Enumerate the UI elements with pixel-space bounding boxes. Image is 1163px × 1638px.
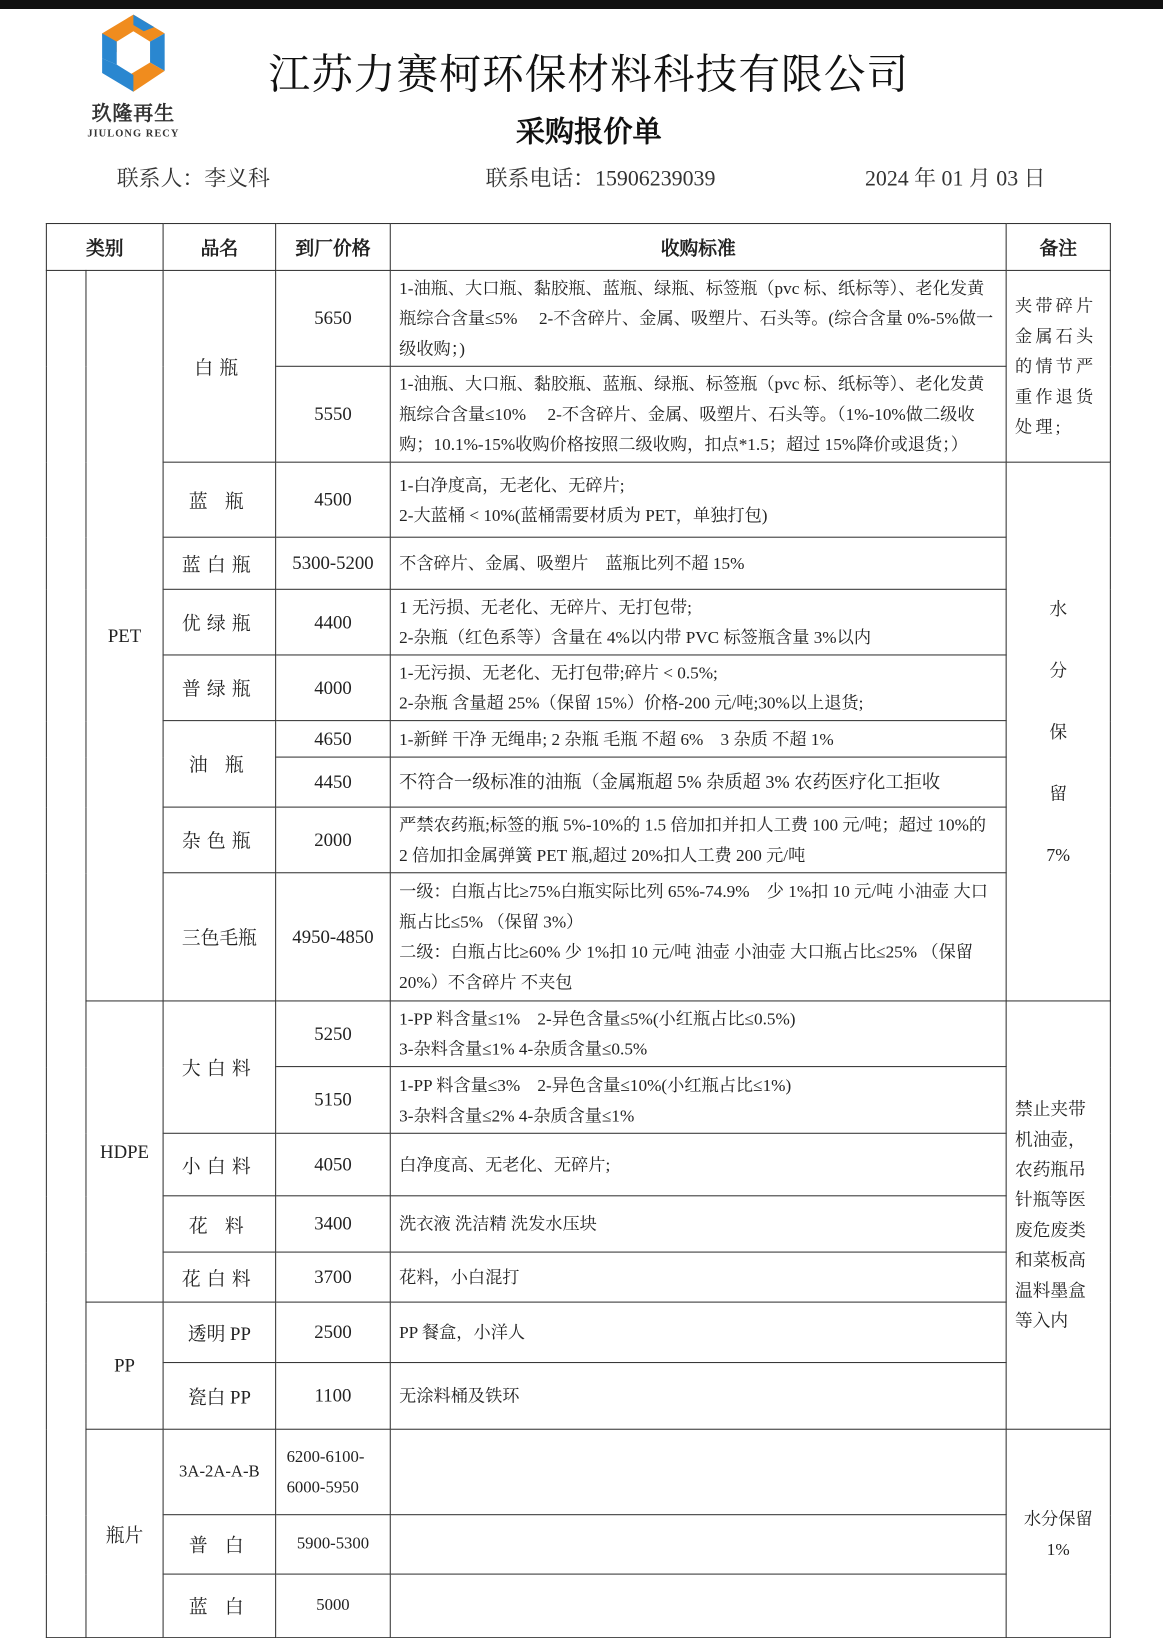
- item-price: 3700: [276, 1252, 391, 1302]
- item-name: 小白料: [163, 1133, 276, 1196]
- table-row: [46, 807, 1110, 873]
- item-price: 4400: [276, 589, 391, 655]
- item-name: 三色毛瓶: [163, 873, 276, 1001]
- item-standard: [390, 1067, 1006, 1134]
- category-flakes: 瓶片: [86, 1429, 163, 1637]
- item-standard: 1-新鲜 干净 无绳串; 2 杂瓶 毛瓶 不超 6% 3 杂质 不超 1%: [390, 721, 1006, 757]
- item-standard: [390, 462, 1006, 537]
- item-standard: 1-油瓶、大口瓶、黏胶瓶、蓝瓶、绿瓶、标签瓶（pvc 标、纸标等）、老化发黄瓶综合含量≤10% 2-不含碎片、金属、吸塑片、石头等。（1%-10%做二级收购；10.1%-15%收购价格按照二级收购，扣点*1.5；超过 15%降价或退货；）: [390, 366, 1006, 462]
- company-title: 江苏力赛柯环保材料科技有限公司: [268, 51, 910, 99]
- item-standard: 无涂料桶及铁环: [390, 1363, 1006, 1430]
- table-row: [46, 655, 1110, 721]
- item-standard: 白净度高、无老化、无碎片;: [390, 1133, 1006, 1196]
- header-standard: 收购标准: [390, 224, 1006, 271]
- item-price: 5650: [276, 270, 391, 366]
- standard-line: 一级：白瓶占比≥75%白瓶实际比列 65%-74.9% 少 1%扣 10 元/吨 小油壶 大口瓶占比≤5% （保留 3%）: [399, 881, 988, 932]
- standard-line: 2-大蓝桶 < 10%(蓝桶需要材质为 PET，单独打包): [399, 504, 768, 525]
- table-row: [46, 721, 1110, 757]
- item-price: 5550: [276, 366, 391, 462]
- item-price: 4050: [276, 1133, 391, 1196]
- item-name: 蓝 瓶: [163, 462, 276, 537]
- standard-line: 1-PP 料含量≤3% 2-异色含量≤10%(小红瓶占比≤1%): [399, 1074, 792, 1095]
- standard-line: 1-无污损、无老化、无打包带;碎片 < 0.5%;: [399, 662, 718, 683]
- note-line: 水: [1049, 598, 1068, 619]
- item-price: 1100: [276, 1363, 391, 1430]
- header-note: 备注: [1006, 224, 1110, 271]
- category-hdpe: HDPE: [86, 1001, 163, 1302]
- item-price: 3400: [276, 1196, 391, 1252]
- item-name: 蓝 白: [163, 1574, 276, 1638]
- item-standard: [390, 589, 1006, 655]
- note-moisture-7: [1006, 462, 1110, 1001]
- contact-phone: 联系电话：15906239039: [485, 165, 716, 191]
- item-name: 普 白: [163, 1515, 276, 1574]
- item-name: 白瓶: [163, 270, 276, 462]
- company-logo: [81, 13, 185, 143]
- standard-line: 2-杂瓶 含量超 25%（保留 15%）价格-200 元/吨;30%以上退货;: [399, 692, 864, 713]
- header-name: 品名: [163, 224, 276, 271]
- standard-line: 二级：白瓶占比≥60% 少 1%扣 10 元/吨 油壶 小油壶 大口瓶占比≤25% （保留 20%）不含碎片 不夹包: [399, 942, 973, 993]
- item-standard: [390, 1429, 1006, 1514]
- item-price: 5150: [276, 1067, 391, 1134]
- item-standard: [390, 1574, 1006, 1638]
- table-row: [46, 462, 1110, 537]
- item-price: 5900-5300: [276, 1515, 391, 1574]
- note-line: 水分保留: [1023, 1508, 1093, 1529]
- logo-hexagon-icon: [96, 13, 171, 94]
- item-standard: [390, 1001, 1006, 1067]
- blank-column: [46, 270, 86, 1637]
- standard-line: 1-白净度高，无老化、无碎片;: [399, 474, 625, 495]
- table-row: [46, 1515, 1110, 1574]
- table-row: [46, 873, 1110, 1001]
- item-name: 瓷白 PP: [163, 1363, 276, 1430]
- note-line: 保: [1049, 721, 1068, 742]
- contact-person: 联系人：李义科: [116, 165, 270, 191]
- item-price: 4450: [276, 757, 391, 807]
- standard-line: 1-PP 料含量≤1% 2-异色含量≤5%(小红瓶占比≤0.5%): [399, 1008, 796, 1029]
- table-row: [46, 1133, 1110, 1196]
- item-price: 5250: [276, 1001, 391, 1067]
- category-pet: PET: [86, 270, 163, 1001]
- category-pp: PP: [86, 1302, 163, 1429]
- header-category: 类别: [46, 224, 163, 271]
- item-name: 杂色瓶: [163, 807, 276, 873]
- item-name: 大白料: [163, 1001, 276, 1133]
- note-line: 留: [1049, 783, 1068, 803]
- item-standard: 1-油瓶、大口瓶、黏胶瓶、蓝瓶、绿瓶、标签瓶（pvc 标、纸标等）、老化发黄瓶综合含量≤5% 2-不含碎片、金属、吸塑片、石头等。(综合含量 0%-5%做一级收购；): [390, 270, 1006, 366]
- note-rejection: 夹带碎片金属石头的情节严重作退货处理;: [1006, 270, 1110, 462]
- note-line: 1%: [1046, 1538, 1070, 1559]
- standard-line: 1 无污损、无老化、无碎片、无打包带;: [399, 597, 692, 617]
- table-row: [46, 1001, 1110, 1067]
- item-standard: 严禁农药瓶;标签的瓶 5%-10%的 1.5 倍加扣并扣人工费 100 元/吨；超过 10%的 2 倍加扣金属弹簧 PET 瓶,超过 20%扣人工费 200 元/吨: [390, 807, 1006, 873]
- note-moisture-1: [1006, 1429, 1110, 1637]
- item-name: 透明 PP: [163, 1302, 276, 1362]
- document-date: 2024 年 01 月 03 日: [864, 165, 1046, 191]
- standard-line: 3-杂料含量≤1% 4-杂质含量≤0.5%: [399, 1038, 648, 1059]
- standard-line: 3-杂料含量≤2% 4-杂质含量≤1%: [399, 1105, 635, 1125]
- table-row: [46, 1252, 1110, 1302]
- item-name: 优绿瓶: [163, 589, 276, 655]
- item-price: 4000: [276, 655, 391, 721]
- price-table: [46, 223, 1111, 1638]
- item-standard: [390, 655, 1006, 721]
- item-standard: [390, 1515, 1006, 1574]
- item-price: 4500: [276, 462, 391, 537]
- table-row: [46, 1429, 1110, 1514]
- table-row: [46, 1574, 1110, 1638]
- item-name: 油 瓶: [163, 721, 276, 807]
- logo-brand-cn: 玖隆再生: [91, 102, 176, 126]
- logo-brand-en: JIULONG RECY: [87, 128, 180, 140]
- item-name: 蓝白瓶: [163, 537, 276, 589]
- item-standard: 花料，小白混打: [390, 1252, 1006, 1302]
- note-line: 7%: [1046, 844, 1071, 865]
- item-price: 6200-6100-6000-5950: [276, 1429, 391, 1514]
- item-price: 5300-5200: [276, 537, 391, 589]
- table-row: [46, 1363, 1110, 1430]
- table-row: [46, 270, 1110, 366]
- table-row: [46, 589, 1110, 655]
- item-name: 普绿瓶: [163, 655, 276, 721]
- note-prohibited: 禁止夹带机油壶，农药瓶吊针瓶等医废危废类和菜板高温料墨盒等入内: [1006, 1001, 1110, 1429]
- item-standard: 不符合一级标准的油瓶（金属瓶超 5% 杂质超 3% 农药医疗化工拒收: [390, 757, 1006, 807]
- item-standard: [390, 873, 1006, 1001]
- item-price: 4650: [276, 721, 391, 757]
- document-title: 采购报价单: [515, 114, 662, 150]
- item-standard: PP 餐盒，小洋人: [390, 1302, 1006, 1362]
- item-standard: 不含碎片、金属、吸塑片 蓝瓶比列不超 15%: [390, 537, 1006, 589]
- item-name: 花白料: [163, 1252, 276, 1302]
- item-price: 4950-4850: [276, 873, 391, 1001]
- table-row: [46, 1196, 1110, 1252]
- item-price: 2000: [276, 807, 391, 873]
- item-price: 5000: [276, 1574, 391, 1638]
- item-standard: 洗衣液 洗洁精 洗发水压块: [390, 1196, 1006, 1252]
- item-name: 花 料: [163, 1196, 276, 1252]
- table-header-row: [46, 224, 1110, 271]
- note-line: 分: [1049, 660, 1068, 680]
- header-price: 到厂价格: [276, 224, 391, 271]
- item-price: 2500: [276, 1302, 391, 1362]
- table-row: [46, 1302, 1110, 1362]
- item-name: 3A-2A-A-B: [163, 1429, 276, 1514]
- standard-line: 2-杂瓶（红色系等）含量在 4%以内带 PVC 标签瓶含量 3%以内: [399, 627, 872, 648]
- table-row: [46, 537, 1110, 589]
